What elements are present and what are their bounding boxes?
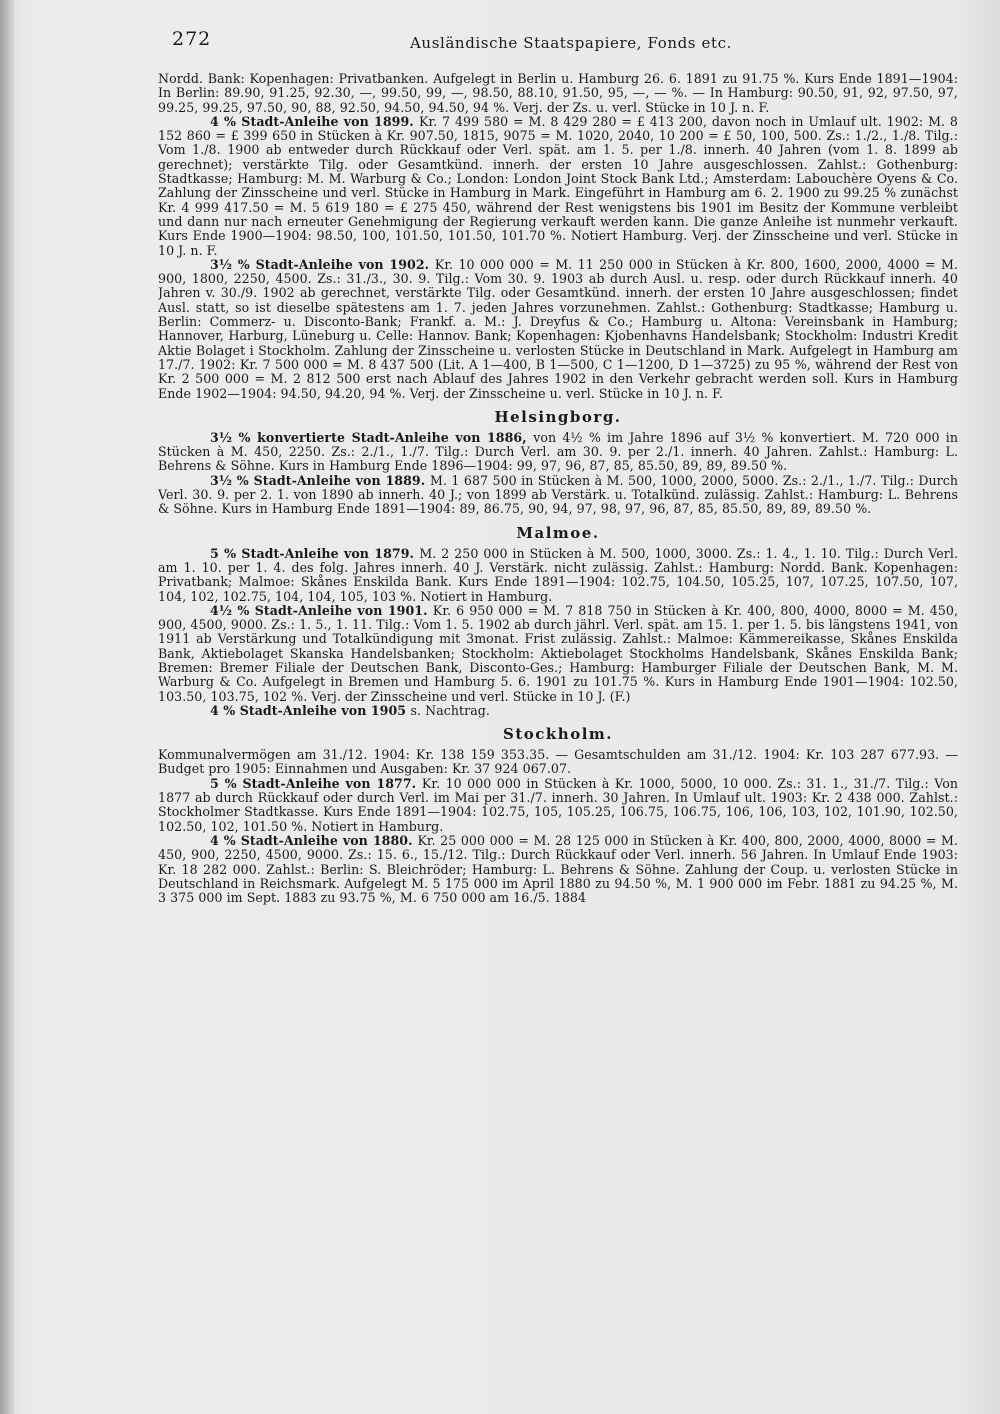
entry-heading: 4 % Stadt-Anleihe von 1905 bbox=[210, 702, 411, 718]
entry-heading: 4½ % Stadt-Anleihe von 1901. bbox=[210, 602, 433, 618]
entry-text: Kr. 10 000 000 in Stücken à Kr. 1000, 5000, 10 000. Zs.: 31. 1., 31./7. Tilg.: Von 1877 ab durch Rückkauf oder durch Verl. im Mai per 31./7. innerh. 30 Jahren. In Umlauf ult. 1903: Kr. 2 438 000. Zahlst.: Stockholmer Stadtkasse. Kurs Ende 1891—1904: 102.75, 105, 105.25, 106.75, 106.75, 106, 106, 103, 102, 101.90, 102.50, 102.50, 102, 101.50 %. Notiert in Hamburg. bbox=[158, 775, 958, 834]
entry-text: Kr. 25 000 000 = M. 28 125 000 in Stücken à Kr. 400, 800, 2000, 4000, 8000 = M. 450, 900, 2250, 4500, 9000. Zs.: 15. 6., 15./12. Tilg.: Durch Rückkauf oder Verl. innerh. 56 Jahren. In Umlauf Ende 1903: Kr. 18 282 000. Zahlst.: Berlin: S. Bleichröder; Hamburg: L. Behrens & Söhne. Zahlung der Coup. u. verlosten Stücke in Deutschland in Reichsmark. Aufgelegt M. 5 175 000 im April 1880 zu 94.50 %, M. 1 900 000 im Febr. 1881 zu 94.25 %, M. 3 375 000 im Sept. 1883 zu 93.75 %, M. 6 750 000 am 16./5. 1884 bbox=[158, 832, 958, 906]
entry-paragraph bbox=[158, 704, 958, 718]
entry-paragraph bbox=[158, 431, 958, 474]
section-stockholm bbox=[158, 725, 958, 905]
entry-text: von 4½ % im Jahre 1896 auf 3½ % konvertiert. M. 720 000 in Stücken à M. 450, 2250. Zs.: 2./1., 1./7. Tilg.: Durch Verl. am 30. 9. per 2./1. innerh. 40 Jahren. Zahlst.: Hamburg: L. Behrens & Söhne. Kurs in Hamburg Ende 1896—1904: 99, 97, 96, 87, 85, 85.50, 89, 89, 89.50 %. bbox=[158, 429, 958, 474]
entry-text: Kr. 10 000 000 = M. 11 250 000 in Stücken à Kr. 800, 1600, 2000, 4000 = M. 900, 1800, 2250, 4500. Zs.: 31./3., 30. 9. Tilg.: Vom 30. 9. 1903 ab durch Ausl. u. resp. oder durch Rückkauf innerh. 40 Jahren v. 30./9. 1902 ab gerechnet, verstärkte Tilg. oder Gesamtkünd. innerh. der ersten 10 Jahre ausgeschlossen; findet Ausl. statt, so ist dieselbe spätestens am 1. 7. jeden Jahres vorzunehmen. Zahlst.: Gothenburg: Stadtkasse; Hamburg u. Berlin: Commerz- u. Disconto-Bank; Frankf. a. M.: J. Dreyfus & Co.; Hamburg u. Altona: Vereinsbank in Hamburg; Hannover, Harburg, Lüneburg u. Celle: Hannov. Bank; Kopenhagen: Kjobenhavns Handelsbank; Stockholm: Industri Kredit Aktie Bolaget i Stockholm. Zahlung der Zinsscheine u. verlosten Stücke in Deutschland in Mark. Aufgelegt in Hamburg am 17./7. 1902: Kr. 7 500 000 = M. 8 437 500 (Lit. A 1—400, B 1—500, C 1—1200, D 1—3725) zu 95 %, während der Rest von Kr. 2 500 000 = M. 2 812 500 erst nach Ablauf des Jahres 1902 in den Verkehr gebracht werden soll. Kurs in Hamburg Ende 1902—1904: 94.50, 94.20, 94 %. Verj. der Zinsscheine u. verl. Stücke in 10 J. n. F. bbox=[158, 256, 958, 401]
entry-heading: 3½ % Stadt-Anleihe von 1902. bbox=[210, 256, 435, 272]
entry-heading: 5 % Stadt-Anleihe von 1877. bbox=[210, 775, 422, 791]
entry-paragraph bbox=[158, 474, 958, 517]
entry-text: Kr. 7 499 580 = M. 8 429 280 = £ 413 200, davon noch in Umlauf ult. 1902: M. 8 152 860 = £ 399 650 in Stücken à Kr. 907.50, 1815, 9075 = M. 1020, 2040, 10 200 = £ 50, 100, 500. Zs.: 1./2., 1./8. Tilg.: Vom 1./8. 1900 ab entweder durch Rückkauf oder Verl. spät. am 1. 5. per 1./8. innerh. 40 Jahren (vom 1. 8. 1899 ab gerechnet); verstärkte Tilg. oder Gesamtkünd. innerh. der ersten 10 Jahre ausgeschlossen. Zahlst.: Gothenburg: Stadtkasse; Hamburg: M. M. Warburg & Co.; London: London Joint Stock Bank Ltd.; Amsterdam: Labouchère Oyens & Co. Zahlung der Zinsscheine und verl. Stücke in Hamburg in Mark. Eingeführt in Hamburg am 6. 2. 1900 zu 99.25 % zunächst Kr. 4 999 417.50 = M. 5 619 180 = £ 275 450, während der Rest wenigstens bis 1901 im Besitz der Kommune verbleibt und dann nur nach erneuter Genehmigung der Regierung verkauft werden kann. Die ganze Anleihe ist nunmehr verkauft. Kurs Ende 1900—1904: 98.50, 100, 101.50, 101.50, 101.70 %. Notiert Hamburg. Verj. der Zinsscheine und verl. Stücke in 10 J. n. F. bbox=[158, 113, 958, 258]
book-gutter-shadow bbox=[0, 0, 14, 1414]
section-continuation bbox=[158, 72, 958, 401]
page-number: 272 bbox=[172, 28, 212, 50]
entry-heading: 5 % Stadt-Anleihe von 1879. bbox=[210, 545, 420, 561]
entry-text: Kr. 6 950 000 = M. 7 818 750 in Stücken à Kr. 400, 800, 4000, 8000 = M. 450, 900, 4500, 9000. Zs.: 1. 5., 1. 11. Tilg.: Vom 1. 5. 1902 ab durch jährl. Verl. spät. am 15. 1. per 1. 5. bis längstens 1941, von 1911 ab Verstärkung und Totalkündigung mit 3monat. Frist zulässig. Zahlst.: Malmoe: Kämmereikasse, Skånes Enskilda Bank, Aktiebolaget Skanska Handelsbanken; Stockholm: Aktiebolaget Stockholms Handelsbank, Skånes Enskilda Bank; Bremen: Bremer Filiale der Deutschen Bank, Disconto-Ges.; Hamburg: Hamburger Filiale der Deutschen Bank, M. M. Warburg & Co. Aufgelegt in Bremen und Hamburg 5. 6. 1901 zu 101.75 %. Kurs in Hamburg Ende 1901—1904: 102.50, 103.50, 103.75, 102 %. Verj. der Zinsscheine und verl. Stücke in 10 J. (F.) bbox=[158, 602, 958, 704]
section-helsingborg bbox=[158, 408, 958, 517]
entry-heading: 3½ % Stadt-Anleihe von 1889. bbox=[210, 472, 430, 488]
section-title: Helsingborg. bbox=[494, 407, 622, 426]
entry-text: Nordd. Bank: Kopenhagen: Privatbanken. Aufgelegt in Berlin u. Hamburg 26. 6. 1891 zu 91.75 %. Kurs Ende 1891—1904: In Berlin: 89.90, 91.25, 92.30, —, 99.50, 99, —, 98.50, 88.10, 91.50, 95, —, — %. — In Hamburg: 90.50, 91, 92, 97.50, 97, 99.25, 99.25, 97.50, 90, 88, 92.50, 94.50, 94.50, 94 %. Verj. der Zs. u. verl. Stücke in 10 J. n. F. bbox=[158, 72, 958, 115]
page-header bbox=[172, 28, 952, 58]
entry-paragraph bbox=[158, 604, 958, 704]
entry-paragraph bbox=[158, 834, 958, 905]
section-title: Malmoe. bbox=[516, 523, 600, 542]
entry-paragraph bbox=[158, 748, 958, 777]
entry-paragraph bbox=[158, 547, 958, 604]
entry-heading: 3½ % konvertierte Stadt-Anleihe von 1886, bbox=[210, 429, 534, 445]
entry-text: M. 2 250 000 in Stücken à M. 500, 1000, 3000. Zs.: 1. 4., 1. 10. Tilg.: Durch Verl. am 1. 10. per 1. 4. des folg. Jahres innerh. 40 J. Verstärk. nicht zulässig. Zahlst.: Hamburg: Nordd. Bank. Kopenhagen: Privatbank; Malmoe: Skånes Enskilda Bank. Kurs Ende 1891—1904: 102.75, 104.50, 105.25, 107, 107.25, 107.50, 107, 104, 102, 102.75, 104, 104, 105, 103 %. Notiert in Hamburg. bbox=[158, 545, 958, 604]
entry-text: s. Nachtrag. bbox=[410, 702, 490, 718]
page-content bbox=[158, 72, 958, 1402]
entry-paragraph bbox=[158, 72, 958, 115]
entry-heading: 4 % Stadt-Anleihe von 1880. bbox=[210, 832, 418, 848]
entry-text: Kommunalvermögen am 31./12. 1904: Kr. 138 159 353.35. — Gesamtschulden am 31./12. 1904: Kr. 103 287 677.93. — Budget pro 1905: Einnahmen und Ausgaben: Kr. 37 924 067.07. bbox=[158, 747, 958, 777]
running-title: Ausländische Staatspapiere, Fonds etc. bbox=[410, 34, 732, 52]
entry-heading: 4 % Stadt-Anleihe von 1899. bbox=[210, 113, 419, 129]
section-malmoe bbox=[158, 524, 958, 719]
entry-paragraph bbox=[158, 115, 958, 258]
entry-text: M. 1 687 500 in Stücken à M. 500, 1000, 2000, 5000. Zs.: 2./1., 1./7. Tilg.: Durch Verl. 30. 9. per 2. 1. von 1890 ab innerh. 40 J.; von 1899 ab Verstärk. u. Totalkünd. zulässig. Zahlst.: Hamburg: L. Behrens & Söhne. Kurs in Hamburg Ende 1891—1904: 89, 86.75, 90, 94, 97, 98, 97, 96, 87, 85, 85.50, 89, 89, 89.50 %. bbox=[158, 472, 958, 517]
entry-paragraph bbox=[158, 777, 958, 834]
section-title: Stockholm. bbox=[503, 725, 613, 744]
entry-paragraph bbox=[158, 258, 958, 401]
